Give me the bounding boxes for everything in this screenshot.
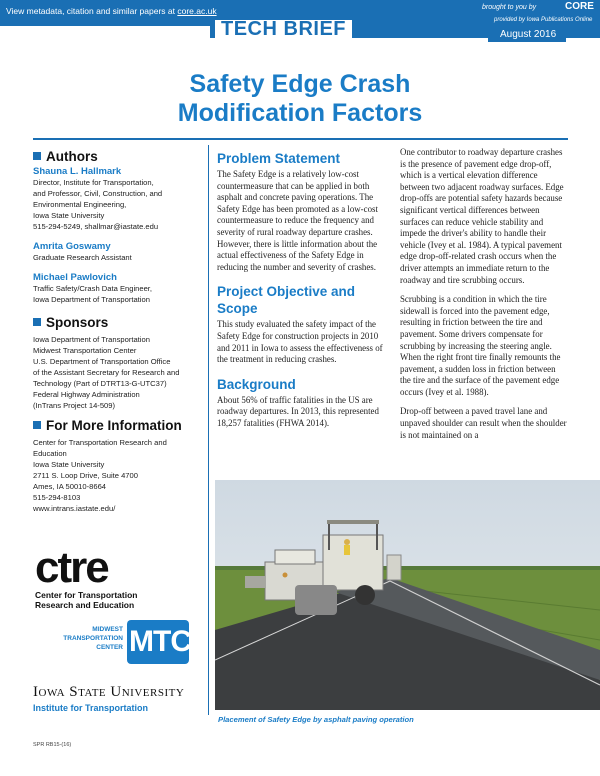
author-name: Michael Pawlovich <box>33 272 117 283</box>
background-heading: Background <box>217 376 296 392</box>
isu-logo: Iowa State University Institute for Transportation <box>33 684 185 713</box>
core-provided-text: provided by Iowa Publications Online <box>494 17 593 23</box>
tech-brief-label: TECH BRIEF <box>215 20 352 38</box>
author-affiliation: Traffic Safety/Crash Data Engineer, Iowa Department of Transportation <box>33 284 153 304</box>
sponsors-heading: Sponsors <box>33 315 205 330</box>
right-column <box>400 147 568 441</box>
page-title <box>100 70 500 128</box>
bullet-square-icon <box>33 421 41 429</box>
background-body: About 56% of traffic fatalities in the US are roadway departures. In 2013, this represented 18,257 fatalities (FHWA 2014). <box>217 394 379 428</box>
core-metadata-link[interactable]: View metadata, citation and similar papers at core.ac.uk <box>6 6 217 16</box>
bullet-square-icon <box>33 318 41 326</box>
core-logo[interactable]: CORE <box>565 1 594 12</box>
middle-column <box>217 150 387 430</box>
author-affiliation: Director, Institute for Transportation, and Professor, Civil, Construction, and Environmental Engineering, Iowa State University 515-294-5249, shallmar@iastate.edu <box>33 178 163 231</box>
title-line-2: Modification Factors <box>177 99 423 127</box>
info-heading: For More Information <box>33 418 205 433</box>
info-section <box>33 418 205 514</box>
paragraph-2: Scrubbing is a condition in which the tire sidewall is forced into the pavement edge, resulting in friction between the tire and pavement. Some drivers compensate for scrubbing by increasing the steering angle. When the right front tire finally remounts the pavement, a sudden loss in friction between the tire and the surface of the pavement edge occurs (Ivey et al. 1988). <box>400 294 561 397</box>
problem-body: The Safety Edge is a relatively low-cost countermeasure that can be applied in both asphalt and concrete paving operations. The Safety Edge has been promoted as a low-cost countermeasure to reduce the frequency and severity of rural roadway departure crashes. However, there is little information about the actual effectiveness of the Safety Edge in reducing the number and severity of crashes. <box>217 169 378 272</box>
authors-heading: Authors <box>33 149 205 164</box>
paving-photo <box>215 480 600 710</box>
info-list: Center for Transportation Research and Education Iowa State University 2711 S. Loop Drive, Suite 4700 Ames, IA 50010-8664 515-294-8103 www.intrans.iastate.edu/ <box>33 437 205 514</box>
title-line-1: Safety Edge Crash <box>189 70 411 98</box>
paragraph-3: Drop-off between a paved travel lane and unpaved shoulder can result when the shoulder is not maintained on a <box>400 406 567 440</box>
mtc-logo: MIDWEST TRANSPORTATION CENTER MTC <box>35 616 195 670</box>
title-rule <box>33 138 568 140</box>
author-name: Shauna L. Hallmark <box>33 166 122 177</box>
photo-caption: Placement of Safety Edge by asphalt paving operation <box>218 715 414 724</box>
objective-body: This study evaluated the safety impact of the Safety Edge for construction projects in 2010 and 2011 in Iowa to assess the effectiveness of the treatment in reducing crashes. <box>217 319 383 365</box>
sponsors-list: Iowa Department of Transportation Midwest Transportation Center U.S. Department of Transportation Office of the Assistant Secretary for Research and Technology (Part of DTRT13-G-UTC37) Federal Highway Administration (InTrans Project 14-509) <box>33 335 180 410</box>
core-brought-text: brought to you by <box>482 4 537 11</box>
website-link[interactable]: www.intrans.iastate.edu/ <box>33 504 116 513</box>
ctre-logo: ctre Center for Transportation Research and Education <box>35 543 138 610</box>
paragraph-1: One contributor to roadway departure crashes is the presence of pavement edge drop-off, which is a vertical elevation difference between two adjacent roadway surfaces. Edge drop-offs are potential safety hazards because significant vertical differences between surfaces can reduce vehicle stability and impede the driver's ability to handle their vehicle (Ivey et al. 1984). A typical pavement edge drop-off-related crash occurs when the driver attempts an immediate return to the roadway and tire scrubbing occurs. <box>400 147 564 285</box>
author-name: Amrita Goswamy <box>33 241 111 252</box>
author-affiliation: Graduate Research Assistant <box>33 253 132 262</box>
bullet-square-icon <box>33 152 41 160</box>
objective-heading: Project Objective and Scope <box>217 284 356 317</box>
authors-section <box>33 149 205 305</box>
problem-heading: Problem Statement <box>217 151 341 166</box>
column-divider <box>208 145 209 715</box>
footer-code: SPR RB15-(16) <box>33 742 72 748</box>
sponsors-section <box>33 315 205 411</box>
issue-date: August 2016 <box>488 28 566 42</box>
